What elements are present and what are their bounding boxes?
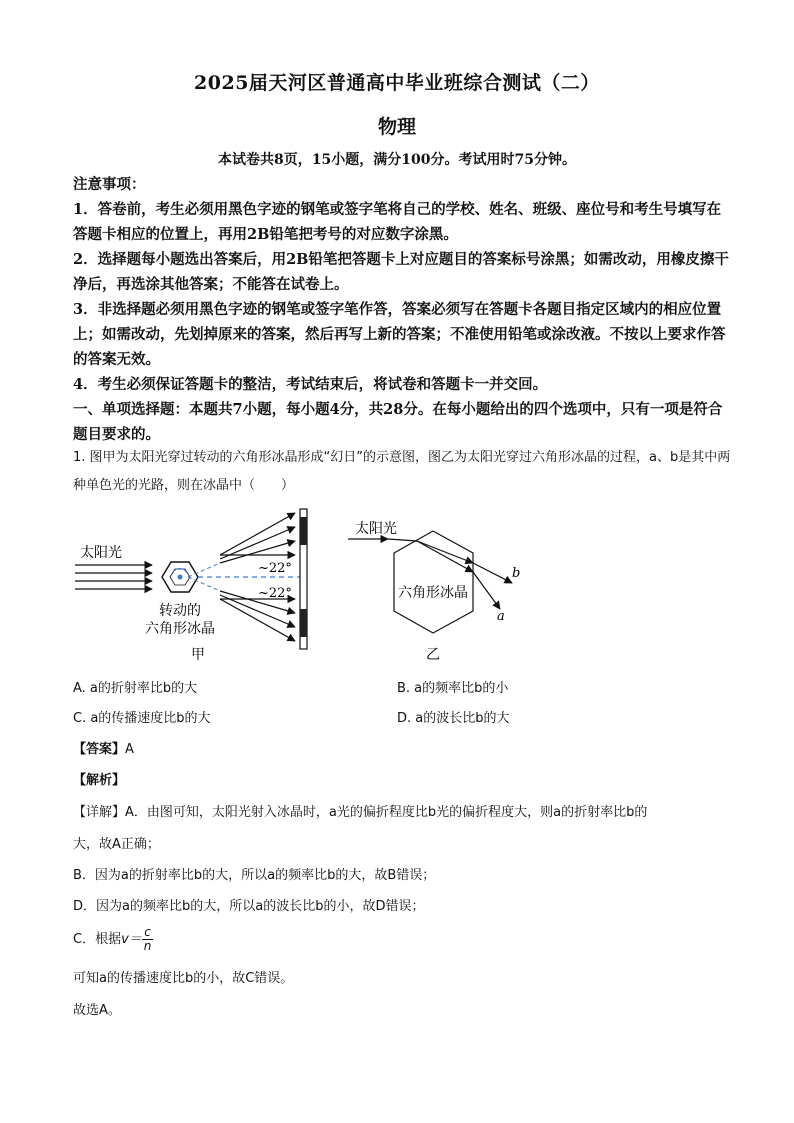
note-item-4: 4．考生必须保证答题卡的整洁，考试结束后，将试卷和答题卡一并交回。 [73,376,548,393]
answer-value: A [125,742,134,757]
figure-yi [348,520,520,663]
question-1 [73,444,733,500]
hexagon-crystal [394,531,473,633]
angle-top-label: ~22° [258,561,292,576]
formula-numerator: c [142,926,154,940]
figure-jia [75,509,307,663]
exam-intro: 本试卷共8页，15小题，满分100分。考试用时75分钟。 [218,152,576,168]
exam-title: 2025届天河区普通高中毕业班综合测试（二） [194,72,600,94]
detail-line-c2: 可知a的传播速度比b的小，故C错误。 [73,971,294,986]
section-one-heading: 一、单项选择题：本题共7小题，每小题4分，共28分。在每小题给出的四个选项中，只有一项是符合题目要求的。 [73,401,723,443]
option-d: D. a的波长比b的大 [397,711,510,726]
option-b: B. a的频率比b的小 [397,681,509,696]
formula-denominator: n [143,939,152,953]
answer-line [73,738,134,757]
detail-a-text: A．由图可知，太阳光射入冰晶时，a光的偏折程度比b光的偏折程度大，则a的折射率比b的 [125,805,648,820]
rotating-hexagon-crystal [162,562,198,592]
option-a: A. a的折射率比b的大 [73,681,198,696]
detail-tag: 【详解】 [73,805,126,820]
detail-line-a2: 大，故A正确； [73,837,160,852]
crystal-label-1: 转动的 [159,603,201,619]
angle-bottom-label: ~22° [258,586,292,601]
detail-line-a1 [73,801,733,820]
option-c: C. a的传播速度比b的大 [73,711,211,726]
notes-heading: 注意事项： [73,176,146,193]
fig-jia-sunlight-label: 太阳光 [80,545,122,561]
analysis-tag: 【解析】 [73,773,126,788]
question-1-stem: 1. 图甲为太阳光穿过转动的六角形冰晶形成“幻日”的示意图，图乙为太阳光穿过六角形冰晶的过程，a、b是其中两种单色光的光路，则在冰晶中（ ） [73,450,731,493]
fig-yi-caption: 乙 [426,647,440,663]
crystal-label-2: 六角形冰晶 [145,621,215,637]
conclusion-line: 故选A。 [73,1003,121,1018]
sun-dog-upper [300,517,307,545]
sun-dog-lower [300,609,307,637]
note-item-1: 1．答卷前，考生必须用黑色字迹的钢笔或签字笔将自己的学校、姓名、班级、座位号和考生号填写在答题卡相应的位置上，再用2B铅笔把考号的对应数字涂黑。 [73,201,722,243]
ray-a-label: a [497,609,505,624]
question-1-diagram [70,505,670,665]
notes-section [73,172,733,447]
note-item-2: 2．选择题每小题选出答案后，用2B铅笔把答题卡上对应题目的答案标号涂黑；如需改动，用橡皮擦干净后，再选涂其他答案；不能答在试卷上。 [73,251,729,293]
subject-title: 物理 [377,116,416,138]
answer-tag: 【答案】 [73,742,126,757]
formula-lhs: v＝ [121,932,142,947]
upper-rays [220,513,295,563]
incident-ray [348,539,417,541]
detail-line-b: B．因为a的折射率比b的大，所以a的频率比b的大，故B错误； [73,868,436,883]
detail-line-d: D．因为a的频率比b的大，所以a的波长比b的小，故D错误； [73,899,425,914]
note-item-3: 3．非选择题必须用黑色字迹的钢笔或签字笔作答，答案必须写在答题卡各题目指定区域内的相应位置上；如需改动，先划掉原来的答案，然后再写上新的答案；不准使用铅笔或涂改液。不按以上要求作答的答案无效。 [73,301,726,368]
ray-b-path [417,541,512,583]
fig-yi-sunlight-label: 太阳光 [355,521,397,537]
ray-b-label: b [512,566,521,581]
fig-yi-crystal-label: 六角形冰晶 [398,585,468,601]
detail-c-prefix: C．根据 [73,932,122,947]
formula-fraction [142,926,154,953]
sunlight-arrows [75,565,152,589]
detail-line-c [73,926,153,953]
fig-jia-caption: 甲 [191,647,205,663]
